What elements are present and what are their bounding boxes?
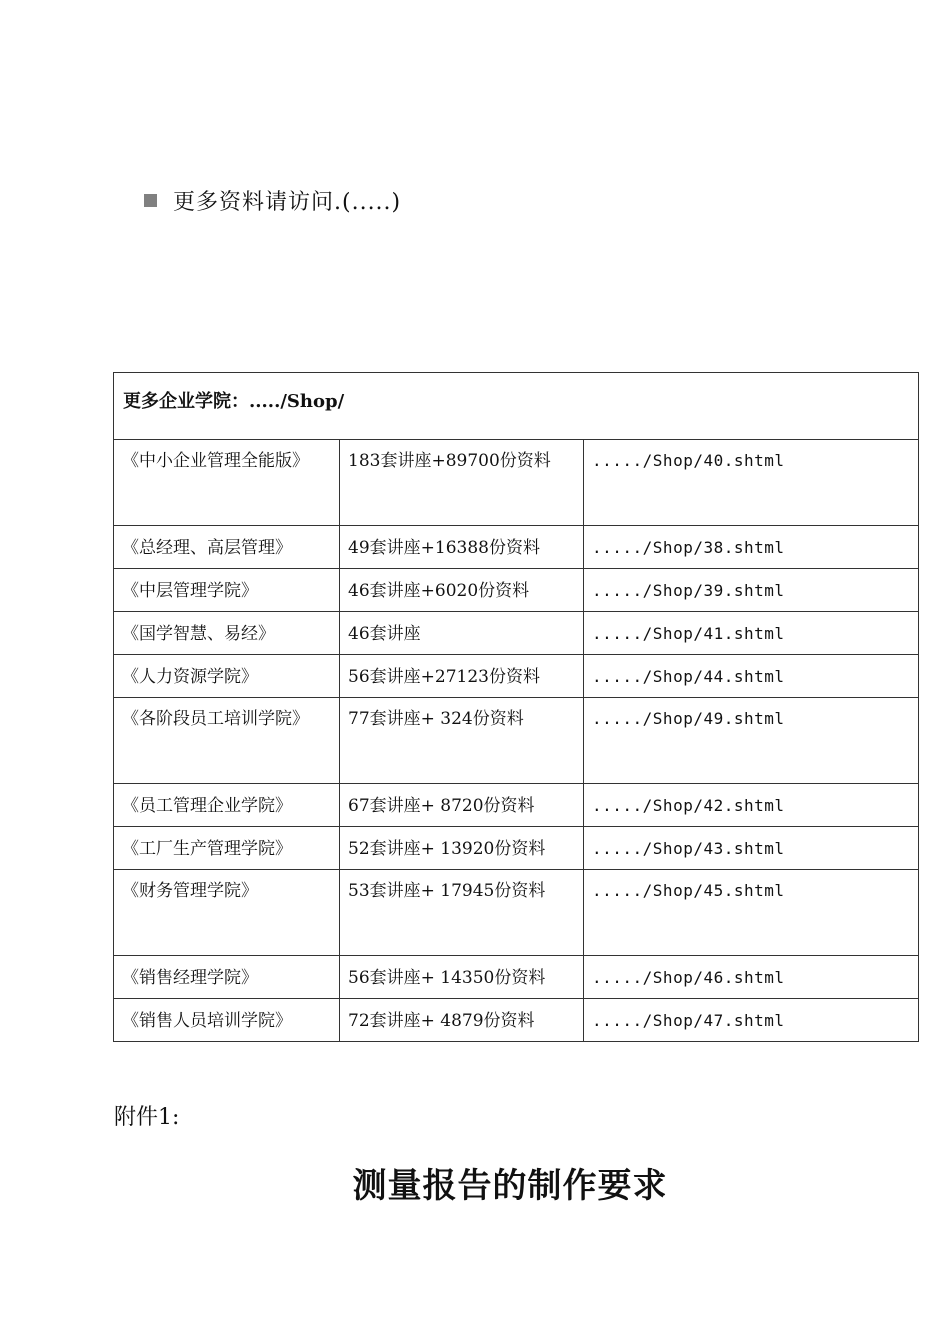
- course-content-cell: 46套讲座: [340, 612, 584, 655]
- course-name-cell: 《中小企业管理全能版》: [114, 440, 340, 526]
- course-name-cell: 《销售经理学院》: [114, 956, 340, 999]
- table-row: [114, 784, 919, 827]
- course-name-cell: 《各阶段员工培训学院》: [114, 698, 340, 784]
- course-link[interactable]: ...../Shop/42.shtml: [584, 784, 919, 827]
- course-link[interactable]: ...../Shop/40.shtml: [584, 440, 919, 526]
- table-row: [114, 526, 919, 569]
- document-title: 测量报告的制作要求: [352, 1166, 668, 1206]
- table-row: [114, 956, 919, 999]
- course-name-cell: 《国学智慧、易经》: [114, 612, 340, 655]
- table-row: [114, 655, 919, 698]
- course-content-cell: 49套讲座+16388份资料: [340, 526, 584, 569]
- course-content-cell: 56套讲座+ 14350份资料: [340, 956, 584, 999]
- table-row: [114, 569, 919, 612]
- course-content-cell: 52套讲座+ 13920份资料: [340, 827, 584, 870]
- course-name-cell: 《总经理、高层管理》: [114, 526, 340, 569]
- course-name-cell: 《人力资源学院》: [114, 655, 340, 698]
- attachment-label: 附件1:: [114, 1105, 180, 1130]
- course-content-cell: 183套讲座+89700份资料: [340, 440, 584, 526]
- course-content-cell: 67套讲座+ 8720份资料: [340, 784, 584, 827]
- course-link[interactable]: ...../Shop/44.shtml: [584, 655, 919, 698]
- bullet-text[interactable]: 更多资料请访问.(.....): [173, 189, 402, 215]
- course-link[interactable]: ...../Shop/39.shtml: [584, 569, 919, 612]
- table-row: [114, 827, 919, 870]
- course-content-cell: 46套讲座+6020份资料: [340, 569, 584, 612]
- course-link[interactable]: ...../Shop/46.shtml: [584, 956, 919, 999]
- table-row: [114, 612, 919, 655]
- table-header[interactable]: 更多企业学院：...../Shop/: [114, 373, 919, 440]
- course-link[interactable]: ...../Shop/45.shtml: [584, 870, 919, 956]
- course-name-cell: 《员工管理企业学院》: [114, 784, 340, 827]
- table-row: [114, 698, 919, 784]
- bullet-line: [144, 183, 401, 217]
- shop-link-table: [113, 372, 919, 1042]
- course-content-cell: 77套讲座+ 324份资料: [340, 698, 584, 784]
- course-link[interactable]: ...../Shop/41.shtml: [584, 612, 919, 655]
- course-name-cell: 《销售人员培训学院》: [114, 999, 340, 1042]
- course-name-cell: 《财务管理学院》: [114, 870, 340, 956]
- table-row: [114, 440, 919, 526]
- course-name-cell: 《中层管理学院》: [114, 569, 340, 612]
- course-link[interactable]: ...../Shop/38.shtml: [584, 526, 919, 569]
- course-link[interactable]: ...../Shop/49.shtml: [584, 698, 919, 784]
- course-name-cell: 《工厂生产管理学院》: [114, 827, 340, 870]
- table-row: [114, 870, 919, 956]
- square-bullet-icon: [144, 194, 157, 207]
- course-content-cell: 53套讲座+ 17945份资料: [340, 870, 584, 956]
- course-content-cell: 56套讲座+27123份资料: [340, 655, 584, 698]
- course-link[interactable]: ...../Shop/43.shtml: [584, 827, 919, 870]
- course-link[interactable]: ...../Shop/47.shtml: [584, 999, 919, 1042]
- course-content-cell: 72套讲座+ 4879份资料: [340, 999, 584, 1042]
- table-row: [114, 999, 919, 1042]
